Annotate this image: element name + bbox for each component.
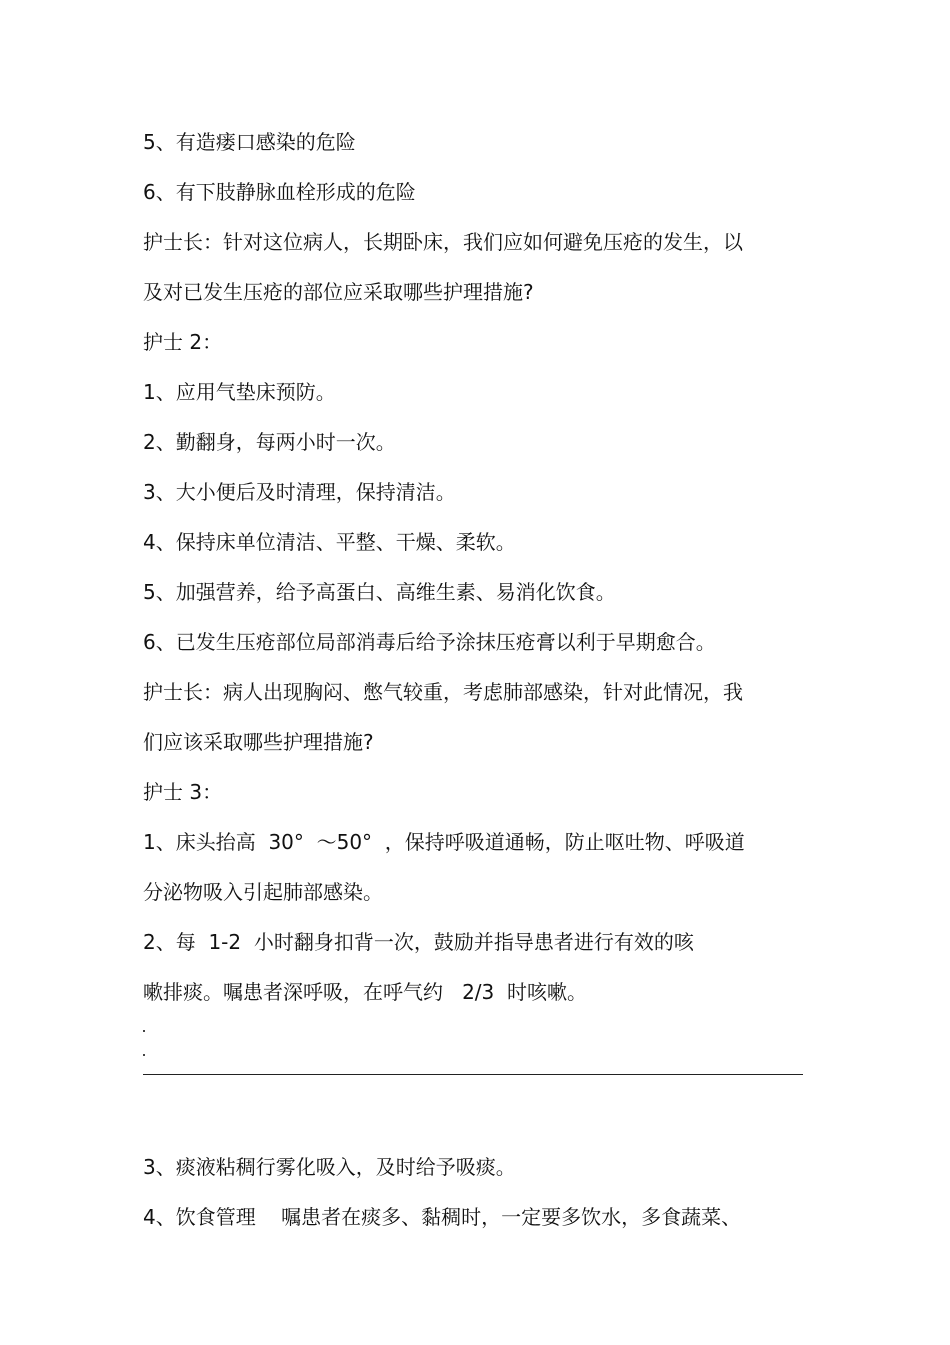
text-line-10: 5、加强营养，给予高蛋白、高维生素、易消化饮食。 bbox=[143, 580, 616, 604]
text-line-1: 5、有造瘘口感染的危险 bbox=[143, 130, 356, 154]
text-line-13: 们应该采取哪些护理措施? bbox=[143, 730, 374, 754]
text-line-11: 6、已发生压疮部位局部消毒后给予涂抹压疮膏以利于早期愈合。 bbox=[143, 630, 716, 654]
text-line-18: 嗽排痰。嘱患者深呼吸，在呼气约 2/3 时咳嗽。 bbox=[143, 980, 587, 1004]
text-line-9: 4、保持床单位清洁、平整、干燥、柔软。 bbox=[143, 530, 516, 554]
text-line-12: 护士长：病人出现胸闷、憋气较重，考虑肺部感染，针对此情况，我 bbox=[143, 680, 743, 704]
text-line-16: 分泌物吸入引起肺部感染。 bbox=[143, 880, 383, 904]
text-line-6: 1、应用气垫床预防。 bbox=[143, 380, 336, 404]
text-line-8: 3、大小便后及时清理，保持清洁。 bbox=[143, 480, 456, 504]
text-line-20: 4、饮食管理 嘱患者在痰多、黏稠时，一定要多饮水，多食蔬菜、 bbox=[143, 1205, 742, 1229]
page-divider bbox=[143, 1074, 803, 1075]
text-line-3: 护士长：针对这位病人，长期卧床，我们应如何避免压疮的发生，以 bbox=[143, 230, 743, 254]
text-line-14: 护士 3： bbox=[143, 780, 223, 804]
page-marker-dot bbox=[143, 1054, 145, 1056]
text-line-19: 3、痰液粘稠行雾化吸入，及时给予吸痰。 bbox=[143, 1155, 516, 1179]
text-line-7: 2、勤翻身，每两小时一次。 bbox=[143, 430, 396, 454]
text-line-17: 2、每 1-2 小时翻身扣背一次，鼓励并指导患者进行有效的咳 bbox=[143, 930, 694, 954]
page-marker-dot bbox=[143, 1030, 145, 1032]
text-line-5: 护士 2： bbox=[143, 330, 223, 354]
text-line-2: 6、有下肢静脉血栓形成的危险 bbox=[143, 180, 416, 204]
text-line-4: 及对已发生压疮的部位应采取哪些护理措施? bbox=[143, 280, 534, 304]
text-line-15: 1、床头抬高 30° ～50° ，保持呼吸道通畅，防止呕吐物、呼吸道 bbox=[143, 830, 745, 854]
